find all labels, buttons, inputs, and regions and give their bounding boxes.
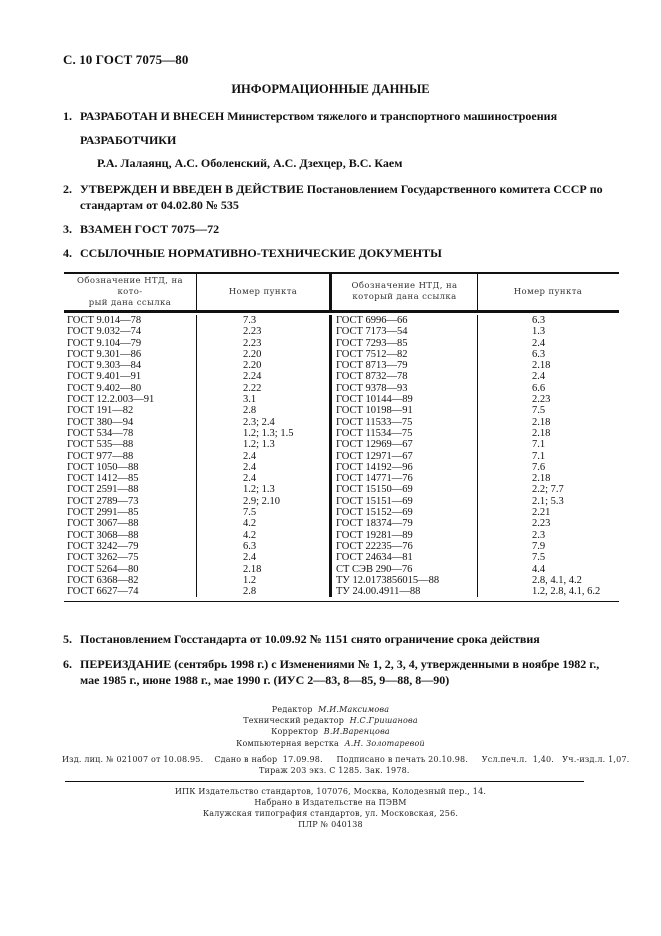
footer-line: Набрано в Издательстве на ПЭВМ — [254, 798, 407, 807]
section-heading: РАЗРАБОТАН И ВНЕСЕН — [80, 109, 225, 123]
table-cell: 7.9 — [532, 540, 546, 552]
publisher-footer — [0, 786, 661, 830]
table-cell: ГОСТ 2789—73 — [67, 495, 139, 507]
imprint-line-1: Изд. лиц. № 021007 от 10.08.95. Сдано в набор 17.09.98. Подписано в печать 20.10.98. Усл.печ.л. 1,40. Уч.-изд.л. 1,07. — [62, 755, 630, 764]
table-cell: ГОСТ 534—78 — [67, 427, 134, 439]
table-cell: ГОСТ 14192—96 — [336, 461, 413, 473]
table-cell: ГОСТ 11533—75 — [336, 416, 413, 428]
table-cell: 2.18 — [532, 416, 551, 428]
table-cell: 6.3 — [532, 348, 546, 360]
table-cell: ГОСТ 19281—89 — [336, 529, 413, 541]
table-cell: 2.20 — [243, 360, 262, 372]
table-cell: 2.1; 5.3 — [532, 495, 564, 507]
page-header: С. 10 ГОСТ 7075—80 — [63, 52, 189, 67]
column-right-docs — [332, 315, 478, 597]
credits — [0, 704, 661, 749]
table-cell: ГОСТ 12969—67 — [336, 439, 413, 451]
table-cell: ГОСТ 6627—74 — [67, 586, 139, 598]
section-5 — [63, 631, 540, 647]
credit-tech-editor: Технический редактор Н.С.Гришанова — [243, 716, 418, 726]
table-cell: 6.3 — [532, 315, 546, 326]
table-cell: ГОСТ 9.301—86 — [67, 348, 142, 360]
table-cell: ГОСТ 9.402—80 — [67, 382, 142, 394]
table-cell: 7.1 — [532, 439, 546, 451]
table-cell: ГОСТ 3242—79 — [67, 540, 139, 552]
table-cell: ГОСТ 380—94 — [67, 416, 134, 428]
references-table — [64, 272, 619, 602]
section-heading: УТВЕРЖДЕН И ВВЕДЕН В ДЕЙСТВИЕ — [80, 182, 304, 196]
table-header — [64, 274, 619, 313]
section-number: 6. — [63, 657, 72, 671]
table-cell: ГОСТ 191—82 — [67, 405, 134, 417]
header-doc-designation: Обозначение НТД, на который дана ссылка — [332, 274, 478, 310]
table-cell: 2.9; 2.10 — [243, 495, 281, 507]
section-number: 1. — [63, 109, 72, 123]
table-cell: ГОСТ 9.401—91 — [67, 371, 142, 383]
table-cell: 2.4 — [532, 371, 546, 383]
table-cell: 6.3 — [243, 540, 257, 552]
table-cell: ГОСТ 15152—69 — [336, 507, 413, 519]
table-cell: ГОСТ 3262—75 — [67, 552, 139, 564]
developers-list: Р.А. Лалаянц, А.С. Оболенский, А.С. Дзехцер, В.С. Каем — [97, 156, 403, 170]
section-number: 3. — [63, 222, 72, 236]
table-cell: ГОСТ 24634—81 — [336, 552, 413, 564]
section-text: Постановлением Госстандарта от 10.09.92 № 1151 снято ограничение срока действия — [80, 632, 540, 646]
section-heading: ВЗАМЕН ГОСТ 7075—72 — [80, 222, 220, 236]
table-cell: 2.20 — [243, 348, 262, 360]
section-4 — [63, 245, 442, 261]
table-cell: 7.6 — [532, 461, 546, 473]
table-cell: 2.24 — [243, 371, 262, 383]
section-text: Министерством тяжелого и транспортного машиностроения — [224, 109, 558, 123]
section-6 — [63, 656, 599, 688]
table-cell: ГОСТ 3067—88 — [67, 518, 139, 530]
table-cell: 2.18 — [243, 563, 262, 575]
document-title: ИНФОРМАЦИОННЫЕ ДАННЫЕ — [231, 82, 430, 96]
table-cell: 2.3; 2.4 — [243, 416, 275, 428]
table-cell: 7.3 — [243, 315, 257, 326]
credit-corrector: Корректор В.И.Варенцова — [271, 727, 390, 737]
section-number: 5. — [63, 632, 72, 646]
table-cell: 1.2; 1.3; 1.5 — [243, 427, 294, 439]
table-cell: 2.18 — [532, 360, 551, 372]
section-text-continued: мае 1985 г., июне 1988 г., мае 1990 г. (ИУС 2—83, 8—85, 9—88, 8—90) — [80, 673, 450, 687]
section-heading: ПЕРЕИЗДАНИЕ — [80, 657, 172, 671]
table-cell: ГОСТ 9.303—84 — [67, 360, 142, 372]
table-cell: 2.23 — [243, 326, 262, 338]
table-cell: 2.18 — [532, 427, 551, 439]
table-cell: ГОСТ 2591—88 — [67, 484, 139, 496]
table-cell: 2.21 — [532, 507, 551, 519]
table-cell: ГОСТ 9.104—79 — [67, 337, 142, 349]
table-cell: 1.2, 2.8, 4.1, 6.2 — [532, 586, 601, 598]
table-cell: 2.18 — [532, 473, 551, 485]
table-cell: ГОСТ 6368—82 — [67, 574, 139, 586]
table-cell: 2.23 — [532, 394, 551, 406]
table-cell: ГОСТ 7512—82 — [336, 348, 408, 360]
table-cell: ГОСТ 10144—89 — [336, 394, 413, 406]
table-cell: ГОСТ 7293—85 — [336, 337, 408, 349]
table-cell: ГОСТ 2991—85 — [67, 507, 139, 519]
table-cell: 2.4 — [243, 461, 257, 473]
table-cell: ГОСТ 14771—76 — [336, 473, 413, 485]
table-cell: 4.2 — [243, 529, 257, 541]
table-cell: 2.2; 7.7 — [532, 484, 564, 496]
table-cell: ГОСТ 8732—78 — [336, 371, 408, 383]
imprint-line-2: Тираж 203 экз. С 1285. Зак. 1978. — [259, 766, 410, 775]
table-cell: 4.2 — [243, 518, 257, 530]
table-body — [64, 313, 619, 601]
table-cell: 2.4 — [532, 337, 546, 349]
section-2 — [63, 181, 603, 213]
column-left-docs — [64, 315, 197, 597]
column-left-items — [197, 315, 332, 597]
section-1 — [63, 108, 557, 124]
table-cell: 1.2; 1.3 — [243, 484, 275, 496]
column-right-items — [478, 315, 618, 597]
table-cell: 2.23 — [532, 518, 551, 530]
table-cell: 2.4 — [243, 450, 257, 462]
table-cell: ГОСТ 12971—67 — [336, 450, 413, 462]
table-cell: 2.8, 4.1, 4.2 — [532, 574, 582, 586]
divider — [65, 781, 584, 782]
table-cell: ГОСТ 3068—88 — [67, 529, 139, 541]
table-cell: 2.3 — [532, 529, 546, 541]
table-cell: 2.22 — [243, 382, 262, 394]
table-cell: 2.4 — [243, 473, 257, 485]
table-cell: 4.4 — [532, 563, 546, 575]
table-cell: 7.1 — [532, 450, 546, 462]
table-cell: ГОСТ 1412—85 — [67, 473, 139, 485]
table-cell: 2.8 — [243, 586, 257, 598]
table-cell: 1.2 — [243, 574, 257, 586]
footer-line: ИПК Издательство стандартов, 107076, Москва, Колодезный пер., 14. — [174, 787, 487, 796]
table-cell: 7.5 — [243, 507, 257, 519]
credit-editor: Редактор М.И.Максимова — [271, 705, 390, 714]
credit-layout: Компьютерная верстка А.Н. Золотаревой — [236, 738, 425, 748]
section-text-continued: стандартам от 04.02.80 № 535 — [80, 198, 239, 212]
table-cell: ТУ 12.0173856015—88 — [336, 574, 440, 586]
table-cell: 6.6 — [532, 382, 546, 394]
footer-line: Калужская типография стандартов, ул. Московская, 256. — [202, 809, 459, 818]
footer-line: ПЛР № 040138 — [298, 820, 363, 829]
table-cell: ГОСТ 8713—79 — [336, 360, 408, 372]
table-cell: СТ СЭВ 290—76 — [336, 563, 413, 575]
section-text: (сентябрь 1998 г.) с Изменениями № 1, 2, 3, 4, утвержденными в ноябре 1982 г., — [171, 657, 600, 671]
table-cell: ГОСТ 6996—66 — [336, 315, 408, 326]
developers-label: РАЗРАБОТЧИКИ — [80, 133, 177, 147]
table-cell: ТУ 24.00.4911—88 — [336, 586, 421, 598]
table-cell: ГОСТ 5264—80 — [67, 563, 139, 575]
table-cell: ГОСТ 9.032—74 — [67, 326, 142, 338]
table-cell: 1.2; 1.3 — [243, 439, 275, 451]
header-item-number: Номер пункта — [513, 286, 583, 297]
table-cell: ГОСТ 7173—54 — [336, 326, 408, 338]
section-heading: ССЫЛОЧНЫЕ НОРМАТИВНО-ТЕХНИЧЕСКИЕ ДОКУМЕНТЫ — [80, 246, 442, 260]
table-cell: ГОСТ 18374—79 — [336, 518, 413, 530]
section-text: Постановлением Государственного комитета СССР по — [303, 182, 603, 196]
table-cell: ГОСТ 10198—91 — [336, 405, 413, 417]
table-cell: ГОСТ 1050—88 — [67, 461, 139, 473]
header-item-number: Номер пункта — [197, 274, 332, 310]
table-cell: ГОСТ 22235—76 — [336, 540, 413, 552]
table-cell: ГОСТ 15150—69 — [336, 484, 413, 496]
table-cell: 7.5 — [532, 552, 546, 564]
section-3 — [63, 221, 219, 237]
table-cell: 2.23 — [243, 337, 262, 349]
table-cell: ГОСТ 535—88 — [67, 439, 134, 451]
section-number: 4. — [63, 246, 72, 260]
table-cell: ГОСТ 9378—93 — [336, 382, 408, 394]
table-cell: 2.8 — [243, 405, 257, 417]
table-cell: 2.4 — [243, 552, 257, 564]
table-cell: ГОСТ 977—88 — [67, 450, 134, 462]
table-cell: ГОСТ 12.2.003—91 — [67, 394, 155, 406]
table-cell: 1.3 — [532, 326, 546, 338]
table-cell: ГОСТ 15151—69 — [336, 495, 413, 507]
table-cell: 7.5 — [532, 405, 546, 417]
table-cell: ГОСТ 11534—75 — [336, 427, 413, 439]
header-doc-designation: Обозначение НТД, на кото- рый дана ссылка — [64, 274, 197, 310]
section-number: 2. — [63, 182, 72, 196]
table-cell: ГОСТ 9.014—78 — [67, 315, 142, 326]
table-cell: 3.1 — [243, 394, 257, 406]
